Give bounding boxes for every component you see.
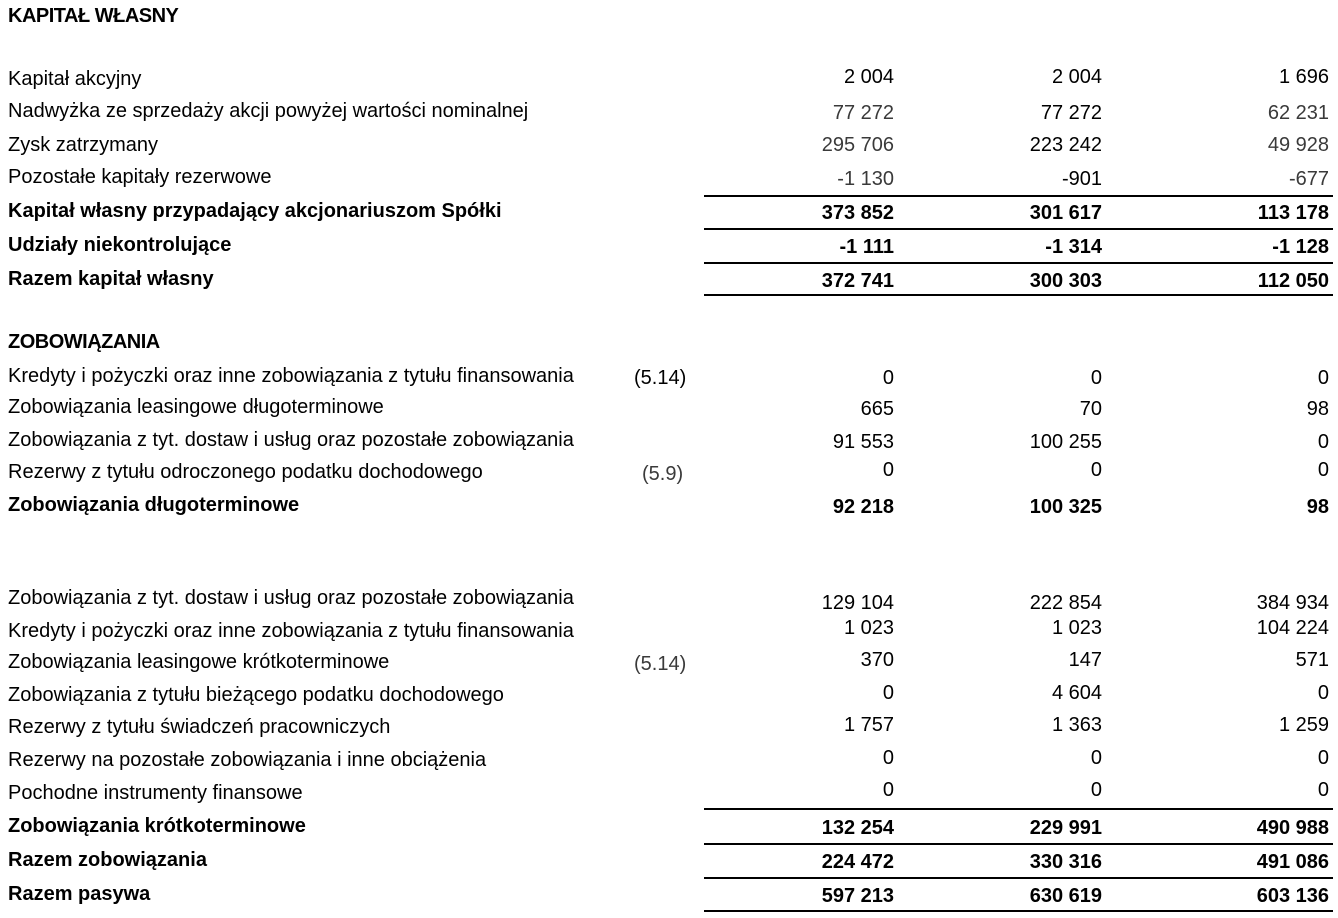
row-label: Kredyty i pożyczki oraz inne zobowiązania z tytułu finansowania	[8, 620, 574, 642]
row-label: Pochodne instrumenty finansowe	[8, 782, 303, 804]
row-label: Pozostałe kapitały rezerwowe	[8, 166, 272, 188]
note-reference: (5.9)	[642, 463, 684, 485]
value-cell: 0	[1317, 459, 1329, 481]
value-cell: 0	[1090, 747, 1102, 769]
value-cell: 113 178	[1257, 202, 1329, 224]
value-cell: 1 023	[1051, 617, 1102, 639]
value-cell: 301 617	[1029, 202, 1102, 224]
row-label: Udziały niekontrolujące	[8, 234, 232, 256]
row-label: Kredyty i pożyczki oraz inne zobowiązania z tytułu finansowania	[8, 365, 574, 387]
value-cell: 630 619	[1029, 885, 1102, 907]
value-cell: 129 104	[821, 592, 894, 614]
row-label: Razem pasywa	[8, 883, 151, 905]
value-cell: -1 128	[1272, 236, 1329, 258]
value-cell: 77 272	[832, 102, 894, 124]
value-cell: 62 231	[1267, 102, 1329, 124]
note-reference: (5.14)	[634, 653, 687, 675]
value-cell: 222 854	[1029, 592, 1102, 614]
row-label: Rezerwy z tytułu świadczeń pracowniczych	[8, 716, 391, 738]
row-label: Zobowiązania leasingowe krótkoterminowe	[8, 651, 390, 673]
value-cell: 112 050	[1257, 270, 1329, 292]
value-cell: -1 111	[839, 236, 894, 258]
value-cell: 1 259	[1278, 714, 1329, 736]
value-cell: 2 004	[1051, 66, 1102, 88]
row-label: Zobowiązania z tyt. dostaw i usług oraz pozostałe zobowiązania	[8, 587, 574, 609]
row-label: Zobowiązania leasingowe długoterminowe	[8, 396, 384, 418]
value-cell: 0	[1317, 367, 1329, 389]
row-label: Kapitał własny przypadający akcjonariuszom Spółki	[8, 200, 502, 222]
liabilities-heading: ZOBOWIĄZANIA	[8, 331, 160, 353]
value-cell: 223 242	[1029, 134, 1102, 156]
value-cell: -901	[1061, 168, 1102, 190]
value-cell: 330 316	[1029, 851, 1102, 873]
value-cell: 0	[1317, 431, 1329, 453]
subtotal-rule	[704, 228, 1333, 230]
row-label: Zobowiązania z tytułu bieżącego podatku dochodowego	[8, 684, 504, 706]
value-cell: 92 218	[832, 496, 894, 518]
value-cell: 77 272	[1040, 102, 1102, 124]
value-cell: 132 254	[821, 817, 894, 839]
row-label: Zobowiązania z tyt. dostaw i usług oraz pozostałe zobowiązania	[8, 429, 574, 451]
value-cell: 295 706	[821, 134, 894, 156]
value-cell: 370	[860, 649, 894, 671]
value-cell: 571	[1295, 649, 1329, 671]
value-cell: 100 255	[1029, 431, 1102, 453]
subtotal-rule	[704, 808, 1333, 810]
value-cell: 104 224	[1256, 617, 1329, 639]
value-cell: 300 303	[1029, 270, 1102, 292]
row-label: Kapitał akcyjny	[8, 68, 142, 90]
value-cell: 147	[1068, 649, 1102, 671]
value-cell: 100 325	[1029, 496, 1102, 518]
value-cell: 2 004	[843, 66, 894, 88]
value-cell: 490 988	[1256, 817, 1329, 839]
row-label: Rezerwy z tytułu odroczonego podatku dochodowego	[8, 461, 483, 483]
value-cell: 0	[1090, 459, 1102, 481]
value-cell: 1 696	[1278, 66, 1329, 88]
value-cell: 0	[1090, 367, 1102, 389]
subtotal-rule	[704, 877, 1333, 879]
value-cell: -1 314	[1045, 236, 1102, 258]
value-cell: 0	[882, 367, 894, 389]
equity-heading: KAPITAŁ WŁASNY	[8, 5, 179, 27]
subtotal-rule	[704, 843, 1333, 845]
value-cell: 0	[1317, 682, 1329, 704]
value-cell: 372 741	[821, 270, 894, 292]
total-rule	[704, 910, 1333, 912]
row-label: Zysk zatrzymany	[8, 134, 159, 156]
value-cell: 91 553	[832, 431, 894, 453]
value-cell: 1 023	[843, 617, 894, 639]
value-cell: 597 213	[821, 885, 894, 907]
value-cell: 49 928	[1267, 134, 1329, 156]
note-reference: (5.14)	[634, 367, 687, 389]
value-cell: 98	[1306, 496, 1329, 518]
value-cell: 0	[1317, 747, 1329, 769]
value-cell: 70	[1079, 398, 1102, 420]
value-cell: 0	[882, 747, 894, 769]
subtotal-rule	[704, 195, 1333, 197]
value-cell: 665	[860, 398, 894, 420]
value-cell: 4 604	[1051, 682, 1102, 704]
value-cell: 491 086	[1256, 851, 1329, 873]
value-cell: -677	[1288, 168, 1329, 190]
row-label: Nadwyżka ze sprzedaży akcji powyżej wartości nominalnej	[8, 100, 529, 122]
value-cell: 98	[1306, 398, 1329, 420]
value-cell: -1 130	[837, 168, 894, 190]
value-cell: 1 363	[1051, 714, 1102, 736]
row-label: Zobowiązania krótkoterminowe	[8, 815, 306, 837]
value-cell: 0	[1090, 779, 1102, 801]
total-rule	[704, 294, 1333, 296]
value-cell: 0	[1317, 779, 1329, 801]
value-cell: 373 852	[821, 202, 894, 224]
value-cell: 384 934	[1256, 592, 1329, 614]
value-cell: 0	[882, 459, 894, 481]
value-cell: 1 757	[843, 714, 894, 736]
subtotal-rule	[704, 262, 1333, 264]
value-cell: 224 472	[821, 851, 894, 873]
row-label: Razem kapitał własny	[8, 268, 214, 290]
value-cell: 0	[882, 779, 894, 801]
value-cell: 229 991	[1029, 817, 1102, 839]
row-label: Rezerwy na pozostałe zobowiązania i inne obciążenia	[8, 749, 487, 771]
value-cell: 0	[882, 682, 894, 704]
row-label: Zobowiązania długoterminowe	[8, 494, 300, 516]
value-cell: 603 136	[1256, 885, 1329, 907]
row-label: Razem zobowiązania	[8, 849, 207, 871]
